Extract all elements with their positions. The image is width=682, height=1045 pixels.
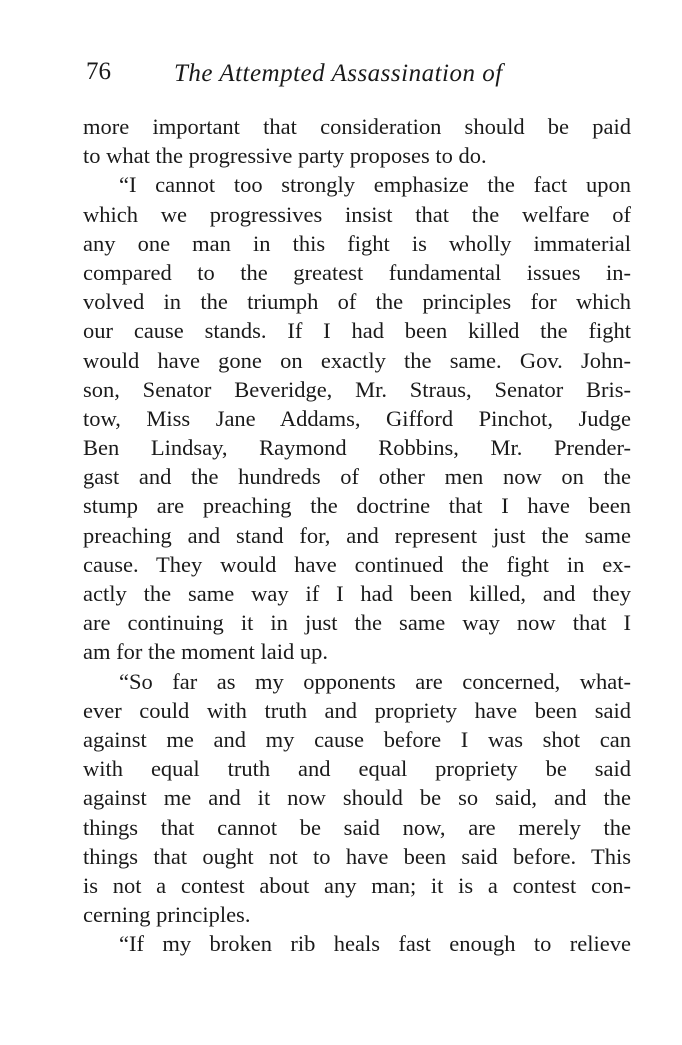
text-line: Ben Lindsay, Raymond Robbins, Mr. Prender- [83,435,631,461]
text-line: “I cannot too strongly emphasize the fact upon [119,172,631,198]
text-line: more important that consideration should be paid [83,114,631,139]
body-text [83,112,631,958]
text-line: compared to the greatest fundamental issues in- [83,259,631,285]
text-line: preaching and stand for, and represent just the same [83,522,631,548]
text-line: are continuing it in just the same way now that I [83,610,631,636]
text-line: ever could with truth and propriety have been said [83,697,631,723]
text-line: tow, Miss Jane Addams, Gifford Pinchot, Judge [83,405,631,431]
text-line: stump are preaching the doctrine that I have been [83,493,631,519]
text-line: which we progressives insist that the welfare of [83,201,631,227]
running-title: The Attempted Assassination of [174,60,503,87]
text-line: to what the progressive party proposes to do. [83,143,487,169]
text-line: is not a contest about any man; it is a contest con- [83,872,631,898]
text-line: with equal truth and equal propriety be said [83,756,631,782]
text-line: our cause stands. If I had been killed the fight [83,318,631,344]
text-line: against me and it now should be so said, and the [83,785,631,811]
text-line: gast and the hundreds of other men now on the [83,464,631,490]
text-line: cause. They would have continued the fight in ex- [83,551,631,577]
text-line: “So far as my opponents are concerned, what- [119,668,631,694]
page-number: 76 [86,58,111,85]
text-line: volved in the triumph of the principles for which [83,289,631,315]
text-line: any one man in this fight is wholly immaterial [83,230,631,256]
text-line: things that ought not to have been said before. This [83,843,631,869]
text-line: cerning principles. [83,902,251,928]
page-header [82,58,642,98]
text-line: son, Senator Beveridge, Mr. Straus, Senator Bris- [83,376,631,402]
text-line: actly the same way if I had been killed, and they [83,581,631,606]
text-line: things that cannot be said now, are merely the [83,814,631,840]
text-line: “If my broken rib heals fast enough to relieve [119,931,631,957]
text-line: am for the moment laid up. [83,639,328,665]
text-line: would have gone on exactly the same. Gov. John- [83,347,631,373]
text-line: against me and my cause before I was shot can [83,726,631,752]
